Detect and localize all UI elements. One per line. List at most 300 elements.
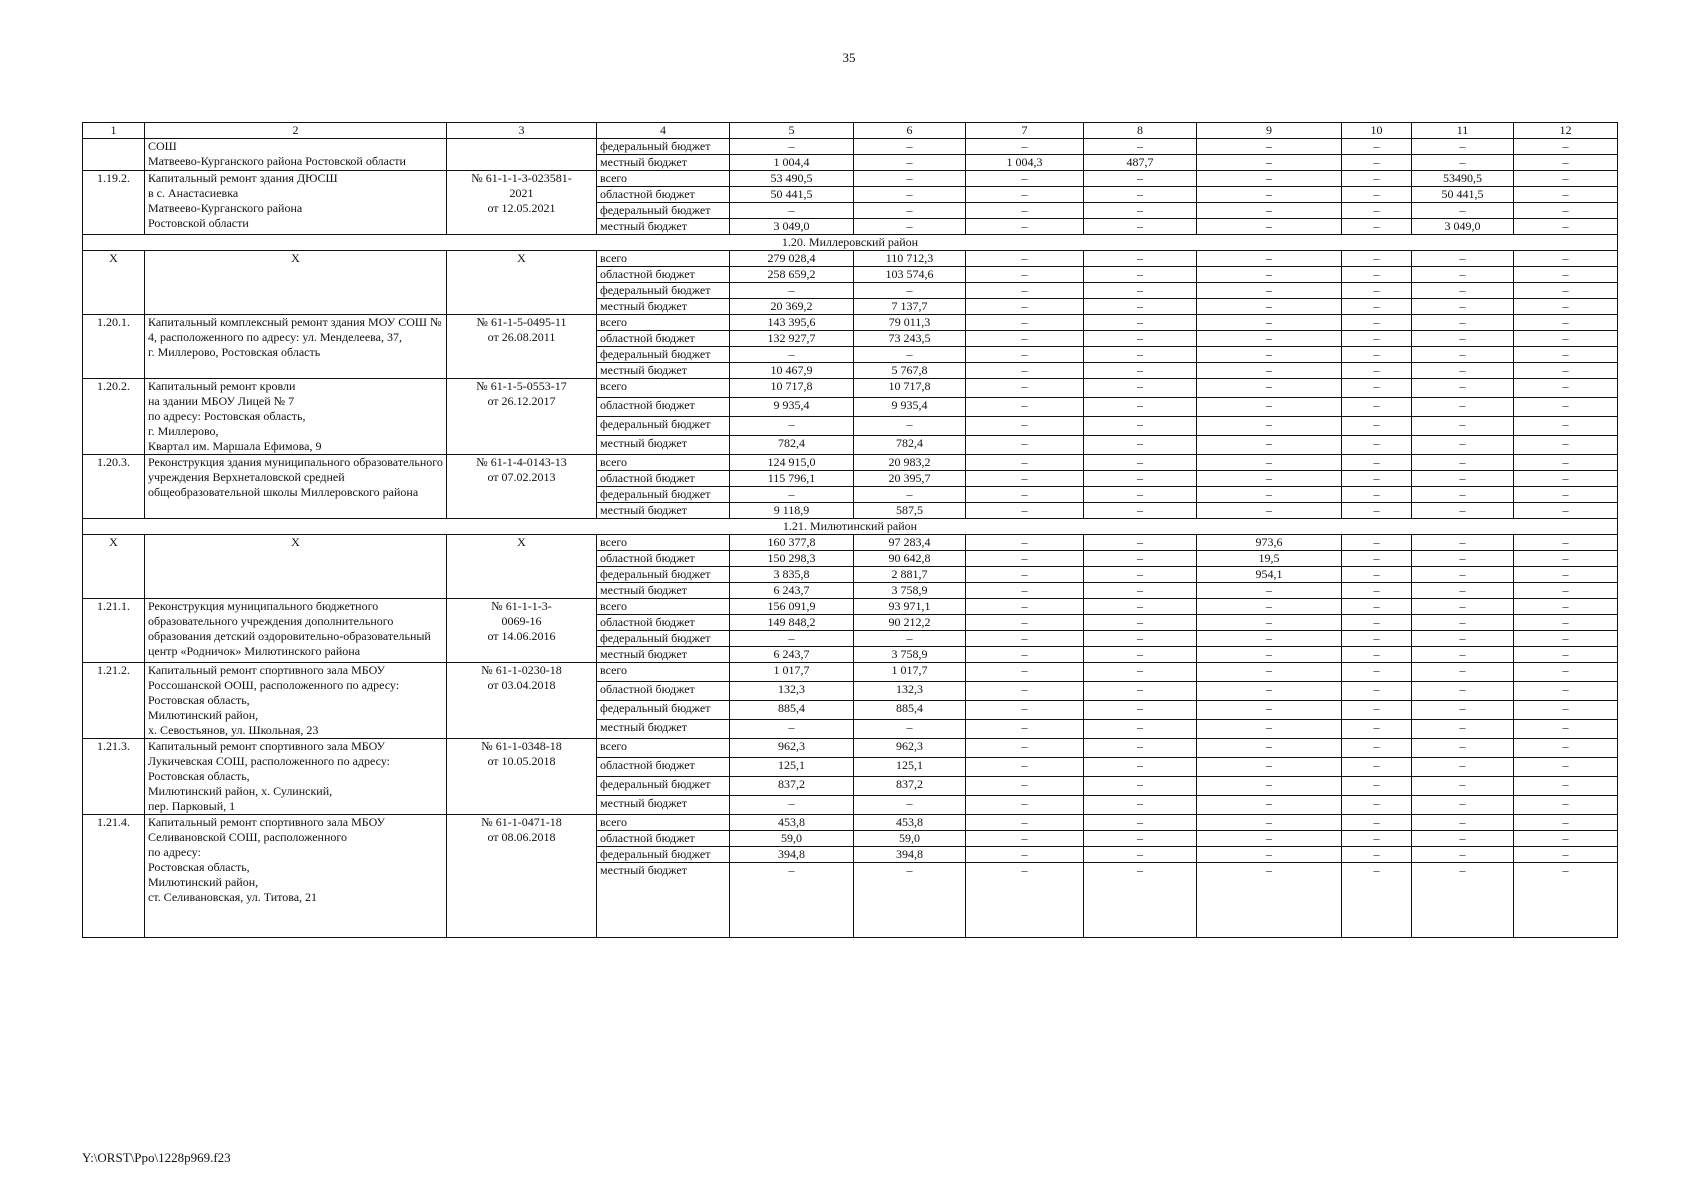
amount-cell: –: [1342, 347, 1412, 363]
table-row: [83, 379, 1618, 398]
amount-cell: –: [1084, 567, 1197, 583]
funding-source: областной бюджет: [597, 758, 730, 777]
amount-cell: –: [1514, 283, 1618, 299]
amount-cell: –: [1412, 647, 1514, 663]
amount-cell: –: [730, 631, 854, 647]
amount-cell: 1 004,4: [730, 155, 854, 171]
budget-table-wrapper: [82, 122, 1617, 938]
amount-cell: –: [1514, 777, 1618, 796]
amount-cell: 3 758,9: [854, 647, 966, 663]
amount-cell: –: [730, 720, 854, 739]
amount-cell: 143 395,6: [730, 315, 854, 331]
expertise-conclusion: № 61-1-1-3- 0069-16 от 14.06.2016: [447, 599, 597, 663]
amount-cell: –: [1514, 567, 1618, 583]
amount-cell: 53 490,5: [730, 171, 854, 187]
amount-cell: 50 441,5: [730, 187, 854, 203]
amount-cell: –: [1412, 299, 1514, 315]
amount-cell: 90 642,8: [854, 551, 966, 567]
table-row: [83, 599, 1618, 615]
column-number-cell: 6: [854, 123, 966, 139]
amount-cell: –: [1342, 701, 1412, 720]
amount-cell: –: [1197, 647, 1342, 663]
amount-cell: –: [854, 155, 966, 171]
amount-cell: –: [854, 631, 966, 647]
amount-cell: –: [1197, 796, 1342, 815]
amount-cell: –: [1084, 347, 1197, 363]
amount-cell: –: [1342, 599, 1412, 615]
amount-cell: –: [1197, 831, 1342, 847]
amount-cell: 115 796,1: [730, 471, 854, 487]
funding-source: областной бюджет: [597, 187, 730, 203]
expertise-conclusion: № 61-1-1-3-023581- 2021 от 12.05.2021: [447, 171, 597, 235]
amount-cell: –: [1514, 155, 1618, 171]
amount-cell: –: [1342, 139, 1412, 155]
amount-cell: –: [1514, 720, 1618, 739]
amount-cell: –: [966, 847, 1084, 863]
amount-cell: 20 983,2: [854, 455, 966, 471]
amount-cell: –: [1197, 251, 1342, 267]
object-description: Капитальный ремонт спортивного зала МБОУ Россошанской ООШ, расположенного по адресу: Ростовская область, Милютинский район, х. Севостьянов, ул. Школьная, 23: [145, 663, 447, 739]
amount-cell: –: [730, 203, 854, 219]
amount-cell: 59,0: [854, 831, 966, 847]
amount-cell: –: [1342, 847, 1412, 863]
amount-cell: –: [1197, 758, 1342, 777]
section-row: [83, 235, 1618, 251]
amount-cell: –: [1412, 398, 1514, 417]
amount-cell: –: [1197, 347, 1342, 363]
object-description: Х: [145, 535, 447, 599]
amount-cell: –: [730, 796, 854, 815]
funding-source: федеральный бюджет: [597, 487, 730, 503]
amount-cell: 6 243,7: [730, 647, 854, 663]
amount-cell: –: [1084, 701, 1197, 720]
amount-cell: –: [1084, 219, 1197, 235]
amount-cell: –: [854, 720, 966, 739]
amount-cell: –: [1342, 503, 1412, 519]
amount-cell: –: [966, 171, 1084, 187]
funding-source: всего: [597, 663, 730, 682]
amount-cell: 962,3: [854, 739, 966, 758]
amount-cell: –: [1084, 139, 1197, 155]
amount-cell: –: [1412, 615, 1514, 631]
amount-cell: 9 935,4: [730, 398, 854, 417]
amount-cell: 132 927,7: [730, 331, 854, 347]
amount-cell: –: [1084, 251, 1197, 267]
amount-cell: –: [1342, 647, 1412, 663]
amount-cell: –: [1342, 551, 1412, 567]
amount-cell: –: [1197, 583, 1342, 599]
amount-cell: –: [1197, 155, 1342, 171]
amount-cell: 885,4: [854, 701, 966, 720]
amount-cell: 954,1: [1197, 567, 1342, 583]
budget-table: [82, 122, 1618, 938]
funding-source: федеральный бюджет: [597, 847, 730, 863]
amount-cell: –: [1412, 203, 1514, 219]
funding-source: федеральный бюджет: [597, 631, 730, 647]
amount-cell: 837,2: [730, 777, 854, 796]
footer-file-path: Y:\ORST\Ppo\1228p969.f23: [82, 1150, 231, 1165]
amount-cell: –: [1514, 831, 1618, 847]
amount-cell: 19,5: [1197, 551, 1342, 567]
object-number: [83, 139, 145, 171]
amount-cell: –: [1412, 436, 1514, 455]
amount-cell: –: [1514, 187, 1618, 203]
amount-cell: 9 935,4: [854, 398, 966, 417]
funding-source: всего: [597, 455, 730, 471]
funding-source: областной бюджет: [597, 615, 730, 631]
table-row: [83, 139, 1618, 155]
amount-cell: –: [1084, 535, 1197, 551]
amount-cell: 587,5: [854, 503, 966, 519]
amount-cell: –: [1342, 863, 1412, 938]
amount-cell: 53490,5: [1412, 171, 1514, 187]
amount-cell: –: [966, 682, 1084, 701]
amount-cell: –: [1197, 815, 1342, 831]
amount-cell: –: [1342, 487, 1412, 503]
amount-cell: –: [1084, 663, 1197, 682]
amount-cell: –: [966, 219, 1084, 235]
funding-source: областной бюджет: [597, 831, 730, 847]
amount-cell: –: [854, 139, 966, 155]
amount-cell: 3 049,0: [1412, 219, 1514, 235]
amount-cell: –: [1514, 815, 1618, 831]
amount-cell: –: [966, 267, 1084, 283]
amount-cell: –: [1514, 663, 1618, 682]
amount-cell: –: [966, 187, 1084, 203]
amount-cell: –: [1412, 663, 1514, 682]
amount-cell: –: [966, 251, 1084, 267]
amount-cell: –: [1412, 631, 1514, 647]
amount-cell: –: [1084, 299, 1197, 315]
column-number-cell: 4: [597, 123, 730, 139]
amount-cell: 394,8: [854, 847, 966, 863]
object-number: 1.19.2.: [83, 171, 145, 235]
funding-source: федеральный бюджет: [597, 701, 730, 720]
amount-cell: –: [1514, 203, 1618, 219]
amount-cell: 132,3: [730, 682, 854, 701]
amount-cell: –: [1197, 267, 1342, 283]
table-row: [83, 663, 1618, 682]
funding-source: федеральный бюджет: [597, 203, 730, 219]
object-number: 1.21.2.: [83, 663, 145, 739]
column-number-row: [83, 123, 1618, 139]
amount-cell: –: [1084, 682, 1197, 701]
amount-cell: 962,3: [730, 739, 854, 758]
expertise-conclusion: № 61-1-0348-18 от 10.05.2018: [447, 739, 597, 815]
amount-cell: –: [1514, 331, 1618, 347]
amount-cell: –: [966, 535, 1084, 551]
amount-cell: –: [1342, 758, 1412, 777]
amount-cell: –: [966, 503, 1084, 519]
amount-cell: –: [1514, 551, 1618, 567]
amount-cell: –: [1197, 171, 1342, 187]
object-number: Х: [83, 535, 145, 599]
amount-cell: –: [1342, 363, 1412, 379]
table-row: [83, 535, 1618, 551]
column-number-cell: 1: [83, 123, 145, 139]
amount-cell: –: [730, 487, 854, 503]
amount-cell: –: [1342, 398, 1412, 417]
amount-cell: –: [1342, 219, 1412, 235]
funding-source: областной бюджет: [597, 331, 730, 347]
amount-cell: –: [1412, 455, 1514, 471]
funding-source: федеральный бюджет: [597, 777, 730, 796]
funding-source: местный бюджет: [597, 299, 730, 315]
amount-cell: –: [1412, 599, 1514, 615]
funding-source: местный бюджет: [597, 155, 730, 171]
amount-cell: –: [1197, 219, 1342, 235]
amount-cell: –: [1197, 503, 1342, 519]
amount-cell: –: [1342, 187, 1412, 203]
amount-cell: –: [1412, 831, 1514, 847]
amount-cell: –: [1084, 398, 1197, 417]
amount-cell: –: [1514, 219, 1618, 235]
amount-cell: –: [1342, 471, 1412, 487]
amount-cell: 124 915,0: [730, 455, 854, 471]
amount-cell: –: [966, 663, 1084, 682]
amount-cell: –: [1197, 487, 1342, 503]
expertise-conclusion: Х: [447, 251, 597, 315]
amount-cell: –: [854, 219, 966, 235]
amount-cell: –: [1412, 487, 1514, 503]
amount-cell: –: [966, 363, 1084, 379]
object-description: Капитальный ремонт кровли на здании МБОУ Лицей № 7 по адресу: Ростовская область, г. Миллерово, Квартал им. Маршала Ефимова, 9: [145, 379, 447, 455]
amount-cell: –: [1412, 283, 1514, 299]
amount-cell: –: [1412, 379, 1514, 398]
expertise-conclusion: [447, 139, 597, 171]
amount-cell: –: [1514, 701, 1618, 720]
amount-cell: 1 017,7: [854, 663, 966, 682]
funding-source: местный бюджет: [597, 219, 730, 235]
amount-cell: –: [966, 315, 1084, 331]
funding-source: всего: [597, 599, 730, 615]
expertise-conclusion: № 61-1-5-0553-17 от 26.12.2017: [447, 379, 597, 455]
amount-cell: 103 574,6: [854, 267, 966, 283]
amount-cell: –: [1514, 758, 1618, 777]
amount-cell: –: [1342, 331, 1412, 347]
amount-cell: –: [1084, 267, 1197, 283]
amount-cell: –: [1412, 503, 1514, 519]
amount-cell: 782,4: [730, 436, 854, 455]
amount-cell: –: [966, 739, 1084, 758]
amount-cell: –: [1197, 599, 1342, 615]
funding-source: федеральный бюджет: [597, 347, 730, 363]
amount-cell: –: [966, 599, 1084, 615]
amount-cell: –: [966, 796, 1084, 815]
amount-cell: –: [854, 487, 966, 503]
amount-cell: –: [1342, 315, 1412, 331]
object-description: Реконструкция муниципального бюджетного образовательного учреждения дополнительного образования детский оздоровительно-образовательный центр «Родничок» Милютинского района: [145, 599, 447, 663]
object-number: 1.20.1.: [83, 315, 145, 379]
amount-cell: –: [1342, 455, 1412, 471]
amount-cell: –: [1514, 535, 1618, 551]
amount-cell: –: [966, 615, 1084, 631]
column-number-cell: 2: [145, 123, 447, 139]
table-row: [83, 455, 1618, 471]
amount-cell: –: [1342, 436, 1412, 455]
amount-cell: –: [1514, 682, 1618, 701]
amount-cell: –: [1084, 551, 1197, 567]
funding-source: всего: [597, 379, 730, 398]
amount-cell: –: [1342, 171, 1412, 187]
funding-source: местный бюджет: [597, 796, 730, 815]
funding-source: областной бюджет: [597, 398, 730, 417]
section-row: [83, 519, 1618, 535]
amount-cell: –: [1342, 155, 1412, 171]
amount-cell: 7 137,7: [854, 299, 966, 315]
funding-source: местный бюджет: [597, 363, 730, 379]
amount-cell: –: [1197, 417, 1342, 436]
amount-cell: –: [1514, 471, 1618, 487]
amount-cell: –: [1514, 583, 1618, 599]
object-number: 1.20.3.: [83, 455, 145, 519]
expertise-conclusion: № 61-1-0230-18 от 03.04.2018: [447, 663, 597, 739]
amount-cell: –: [1084, 436, 1197, 455]
funding-source: всего: [597, 171, 730, 187]
amount-cell: 9 118,9: [730, 503, 854, 519]
amount-cell: –: [1197, 379, 1342, 398]
amount-cell: –: [1084, 503, 1197, 519]
amount-cell: 97 283,4: [854, 535, 966, 551]
amount-cell: –: [1084, 777, 1197, 796]
funding-source: федеральный бюджет: [597, 417, 730, 436]
amount-cell: –: [1197, 331, 1342, 347]
page-number: 35: [842, 50, 856, 65]
amount-cell: –: [1412, 758, 1514, 777]
amount-cell: –: [1084, 283, 1197, 299]
amount-cell: –: [1197, 720, 1342, 739]
amount-cell: –: [1514, 796, 1618, 815]
object-description: Капитальный комплексный ремонт здания МОУ СОШ № 4, расположенного по адресу: ул. Менделеева, 37, г. Миллерово, Ростовская область: [145, 315, 447, 379]
amount-cell: 3 758,9: [854, 583, 966, 599]
amount-cell: –: [1514, 171, 1618, 187]
amount-cell: –: [1084, 187, 1197, 203]
amount-cell: 10 717,8: [730, 379, 854, 398]
amount-cell: 453,8: [730, 815, 854, 831]
amount-cell: –: [1084, 471, 1197, 487]
amount-cell: –: [1197, 682, 1342, 701]
amount-cell: –: [1514, 363, 1618, 379]
table-row: [83, 815, 1618, 831]
funding-source: местный бюджет: [597, 720, 730, 739]
amount-cell: –: [1514, 487, 1618, 503]
amount-cell: –: [1084, 171, 1197, 187]
amount-cell: –: [1412, 363, 1514, 379]
amount-cell: –: [1197, 398, 1342, 417]
amount-cell: –: [1084, 815, 1197, 831]
amount-cell: –: [1412, 267, 1514, 283]
object-description: СОШ Матвеево-Курганского района Ростовской области: [145, 139, 447, 171]
amount-cell: –: [1084, 417, 1197, 436]
funding-source: всего: [597, 251, 730, 267]
amount-cell: –: [1342, 251, 1412, 267]
amount-cell: 10 467,9: [730, 363, 854, 379]
amount-cell: –: [966, 417, 1084, 436]
amount-cell: –: [1342, 379, 1412, 398]
amount-cell: 20 395,7: [854, 471, 966, 487]
amount-cell: –: [1197, 471, 1342, 487]
amount-cell: –: [1342, 720, 1412, 739]
amount-cell: –: [1197, 615, 1342, 631]
amount-cell: 1 017,7: [730, 663, 854, 682]
funding-source: всего: [597, 815, 730, 831]
amount-cell: –: [1514, 436, 1618, 455]
amount-cell: –: [1342, 615, 1412, 631]
amount-cell: –: [1342, 535, 1412, 551]
amount-cell: –: [966, 758, 1084, 777]
amount-cell: –: [966, 436, 1084, 455]
amount-cell: –: [1412, 155, 1514, 171]
amount-cell: 487,7: [1084, 155, 1197, 171]
amount-cell: –: [966, 347, 1084, 363]
amount-cell: 73 243,5: [854, 331, 966, 347]
amount-cell: –: [1412, 315, 1514, 331]
amount-cell: –: [966, 815, 1084, 831]
amount-cell: 59,0: [730, 831, 854, 847]
amount-cell: 20 369,2: [730, 299, 854, 315]
amount-cell: –: [854, 417, 966, 436]
amount-cell: –: [1514, 647, 1618, 663]
funding-source: местный бюджет: [597, 863, 730, 938]
amount-cell: –: [1514, 251, 1618, 267]
amount-cell: –: [1514, 847, 1618, 863]
amount-cell: –: [1197, 847, 1342, 863]
amount-cell: –: [1412, 139, 1514, 155]
amount-cell: –: [1412, 417, 1514, 436]
amount-cell: –: [1197, 663, 1342, 682]
amount-cell: –: [966, 487, 1084, 503]
amount-cell: –: [1084, 583, 1197, 599]
amount-cell: –: [1412, 847, 1514, 863]
amount-cell: –: [1342, 417, 1412, 436]
column-number-cell: 9: [1197, 123, 1342, 139]
amount-cell: –: [1412, 251, 1514, 267]
amount-cell: 5 767,8: [854, 363, 966, 379]
amount-cell: –: [1412, 815, 1514, 831]
amount-cell: –: [1342, 567, 1412, 583]
amount-cell: –: [1412, 796, 1514, 815]
amount-cell: –: [1412, 682, 1514, 701]
amount-cell: –: [1342, 203, 1412, 219]
amount-cell: –: [1084, 647, 1197, 663]
amount-cell: –: [1412, 347, 1514, 363]
column-number-cell: 10: [1342, 123, 1412, 139]
column-number-cell: 7: [966, 123, 1084, 139]
section-title: 1.21. Милютинский район: [83, 519, 1618, 535]
amount-cell: –: [1514, 631, 1618, 647]
amount-cell: –: [1514, 739, 1618, 758]
amount-cell: –: [1197, 315, 1342, 331]
amount-cell: –: [966, 379, 1084, 398]
amount-cell: –: [1342, 267, 1412, 283]
object-description: Х: [145, 251, 447, 315]
amount-cell: –: [854, 863, 966, 938]
amount-cell: –: [1342, 777, 1412, 796]
amount-cell: –: [966, 299, 1084, 315]
amount-cell: –: [1084, 599, 1197, 615]
amount-cell: –: [1084, 379, 1197, 398]
funding-source: местный бюджет: [597, 583, 730, 599]
amount-cell: –: [1197, 436, 1342, 455]
amount-cell: –: [1514, 615, 1618, 631]
column-number-cell: 3: [447, 123, 597, 139]
table-row: [83, 251, 1618, 267]
amount-cell: 79 011,3: [854, 315, 966, 331]
amount-cell: –: [1197, 863, 1342, 938]
amount-cell: 3 835,8: [730, 567, 854, 583]
amount-cell: –: [966, 631, 1084, 647]
amount-cell: –: [730, 417, 854, 436]
